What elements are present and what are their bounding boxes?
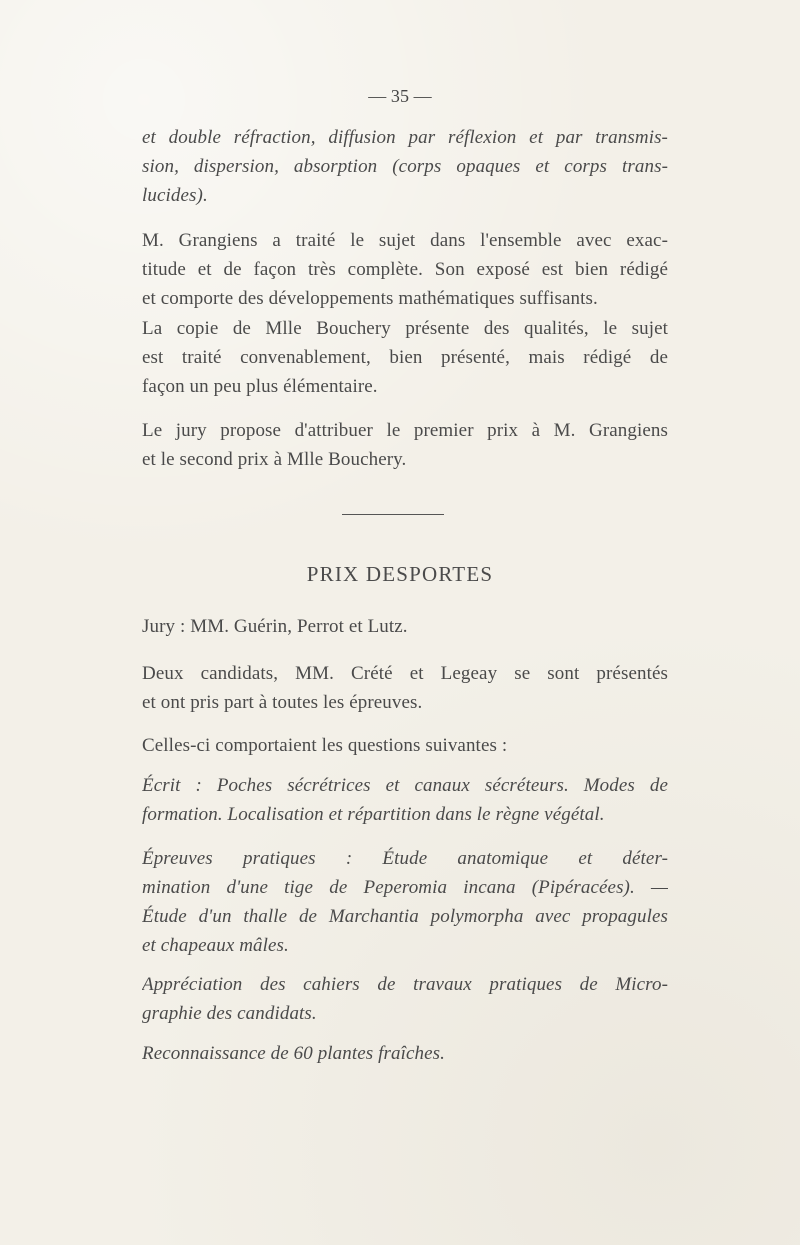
paragraph-2-line-2: est traité convenablement, bien présenté, mais rédigé de (142, 347, 668, 368)
top-text-block (142, 123, 668, 210)
epreuves-line-2: mination d'une tige de Peperomia incana (Pipéracées). — (142, 877, 668, 898)
appreciation-paragraph (142, 970, 668, 1028)
appreciation-line-2: graphie des candidats. (142, 1003, 317, 1024)
ecrit-line-2: formation. Localisation et répartition dans le règne végétal. (142, 804, 605, 825)
epreuves-line-3: Étude d'un thalle de Marchantia polymorpha avec propagules (142, 906, 668, 927)
section-divider (342, 514, 444, 515)
jury-line (142, 612, 668, 641)
paragraph-1-line-1: M. Grangiens a traité le sujet dans l'ensemble avec exac- (142, 230, 668, 251)
appreciation-line-1: Appréciation des cahiers de travaux pratiques de Micro- (142, 974, 668, 995)
questions-intro-text: Celles-ci comportaient les questions suivantes : (142, 735, 508, 756)
epreuves-paragraph (142, 844, 668, 960)
paragraph-2 (142, 314, 668, 401)
candidates-paragraph (142, 659, 668, 717)
candidates-line-1: Deux candidats, MM. Crété et Legeay se sont présentés (142, 663, 668, 684)
paragraph-2-line-1: La copie de Mlle Bouchery présente des qualités, le sujet (142, 318, 668, 339)
paragraph-3-line-1: Le jury propose d'attribuer le premier prix à M. Grangiens (142, 420, 668, 441)
paragraph-1 (142, 226, 668, 313)
jury-text: Jury : MM. Guérin, Perrot et Lutz. (142, 616, 408, 637)
paragraph-1-line-2: titude et de façon très complète. Son exposé est bien rédigé (142, 259, 668, 280)
questions-intro (142, 731, 668, 760)
top-text-line-3: lucides). (142, 185, 208, 206)
section-title: PRIX DESPORTES (306, 562, 494, 586)
paragraph-3-line-2: et le second prix à Mlle Bouchery. (142, 449, 407, 470)
paragraph-3 (142, 416, 668, 474)
ecrit-line-1: Écrit : Poches sécrétrices et canaux sécréteurs. Modes de (142, 775, 668, 796)
paragraph-1-line-3: et comporte des développements mathématiques suffisants. (142, 288, 598, 309)
epreuves-line-1: Épreuves pratiques : Étude anatomique et déter- (142, 848, 668, 869)
top-text-line-2: sion, dispersion, absorption (corps opaques et corps trans- (142, 156, 668, 177)
paragraph-2-line-3: façon un peu plus élémentaire. (142, 376, 378, 397)
reconnaissance-line (142, 1039, 668, 1068)
top-text-line-1: et double réfraction, diffusion par réflexion et par transmis- (142, 127, 668, 148)
epreuves-line-4: et chapeaux mâles. (142, 935, 289, 956)
page-number: — 35 — (368, 86, 432, 106)
reconnaissance-text: Reconnaissance de 60 plantes fraîches. (142, 1043, 445, 1064)
ecrit-paragraph (142, 771, 668, 829)
candidates-line-2: et ont pris part à toutes les épreuves. (142, 692, 423, 713)
